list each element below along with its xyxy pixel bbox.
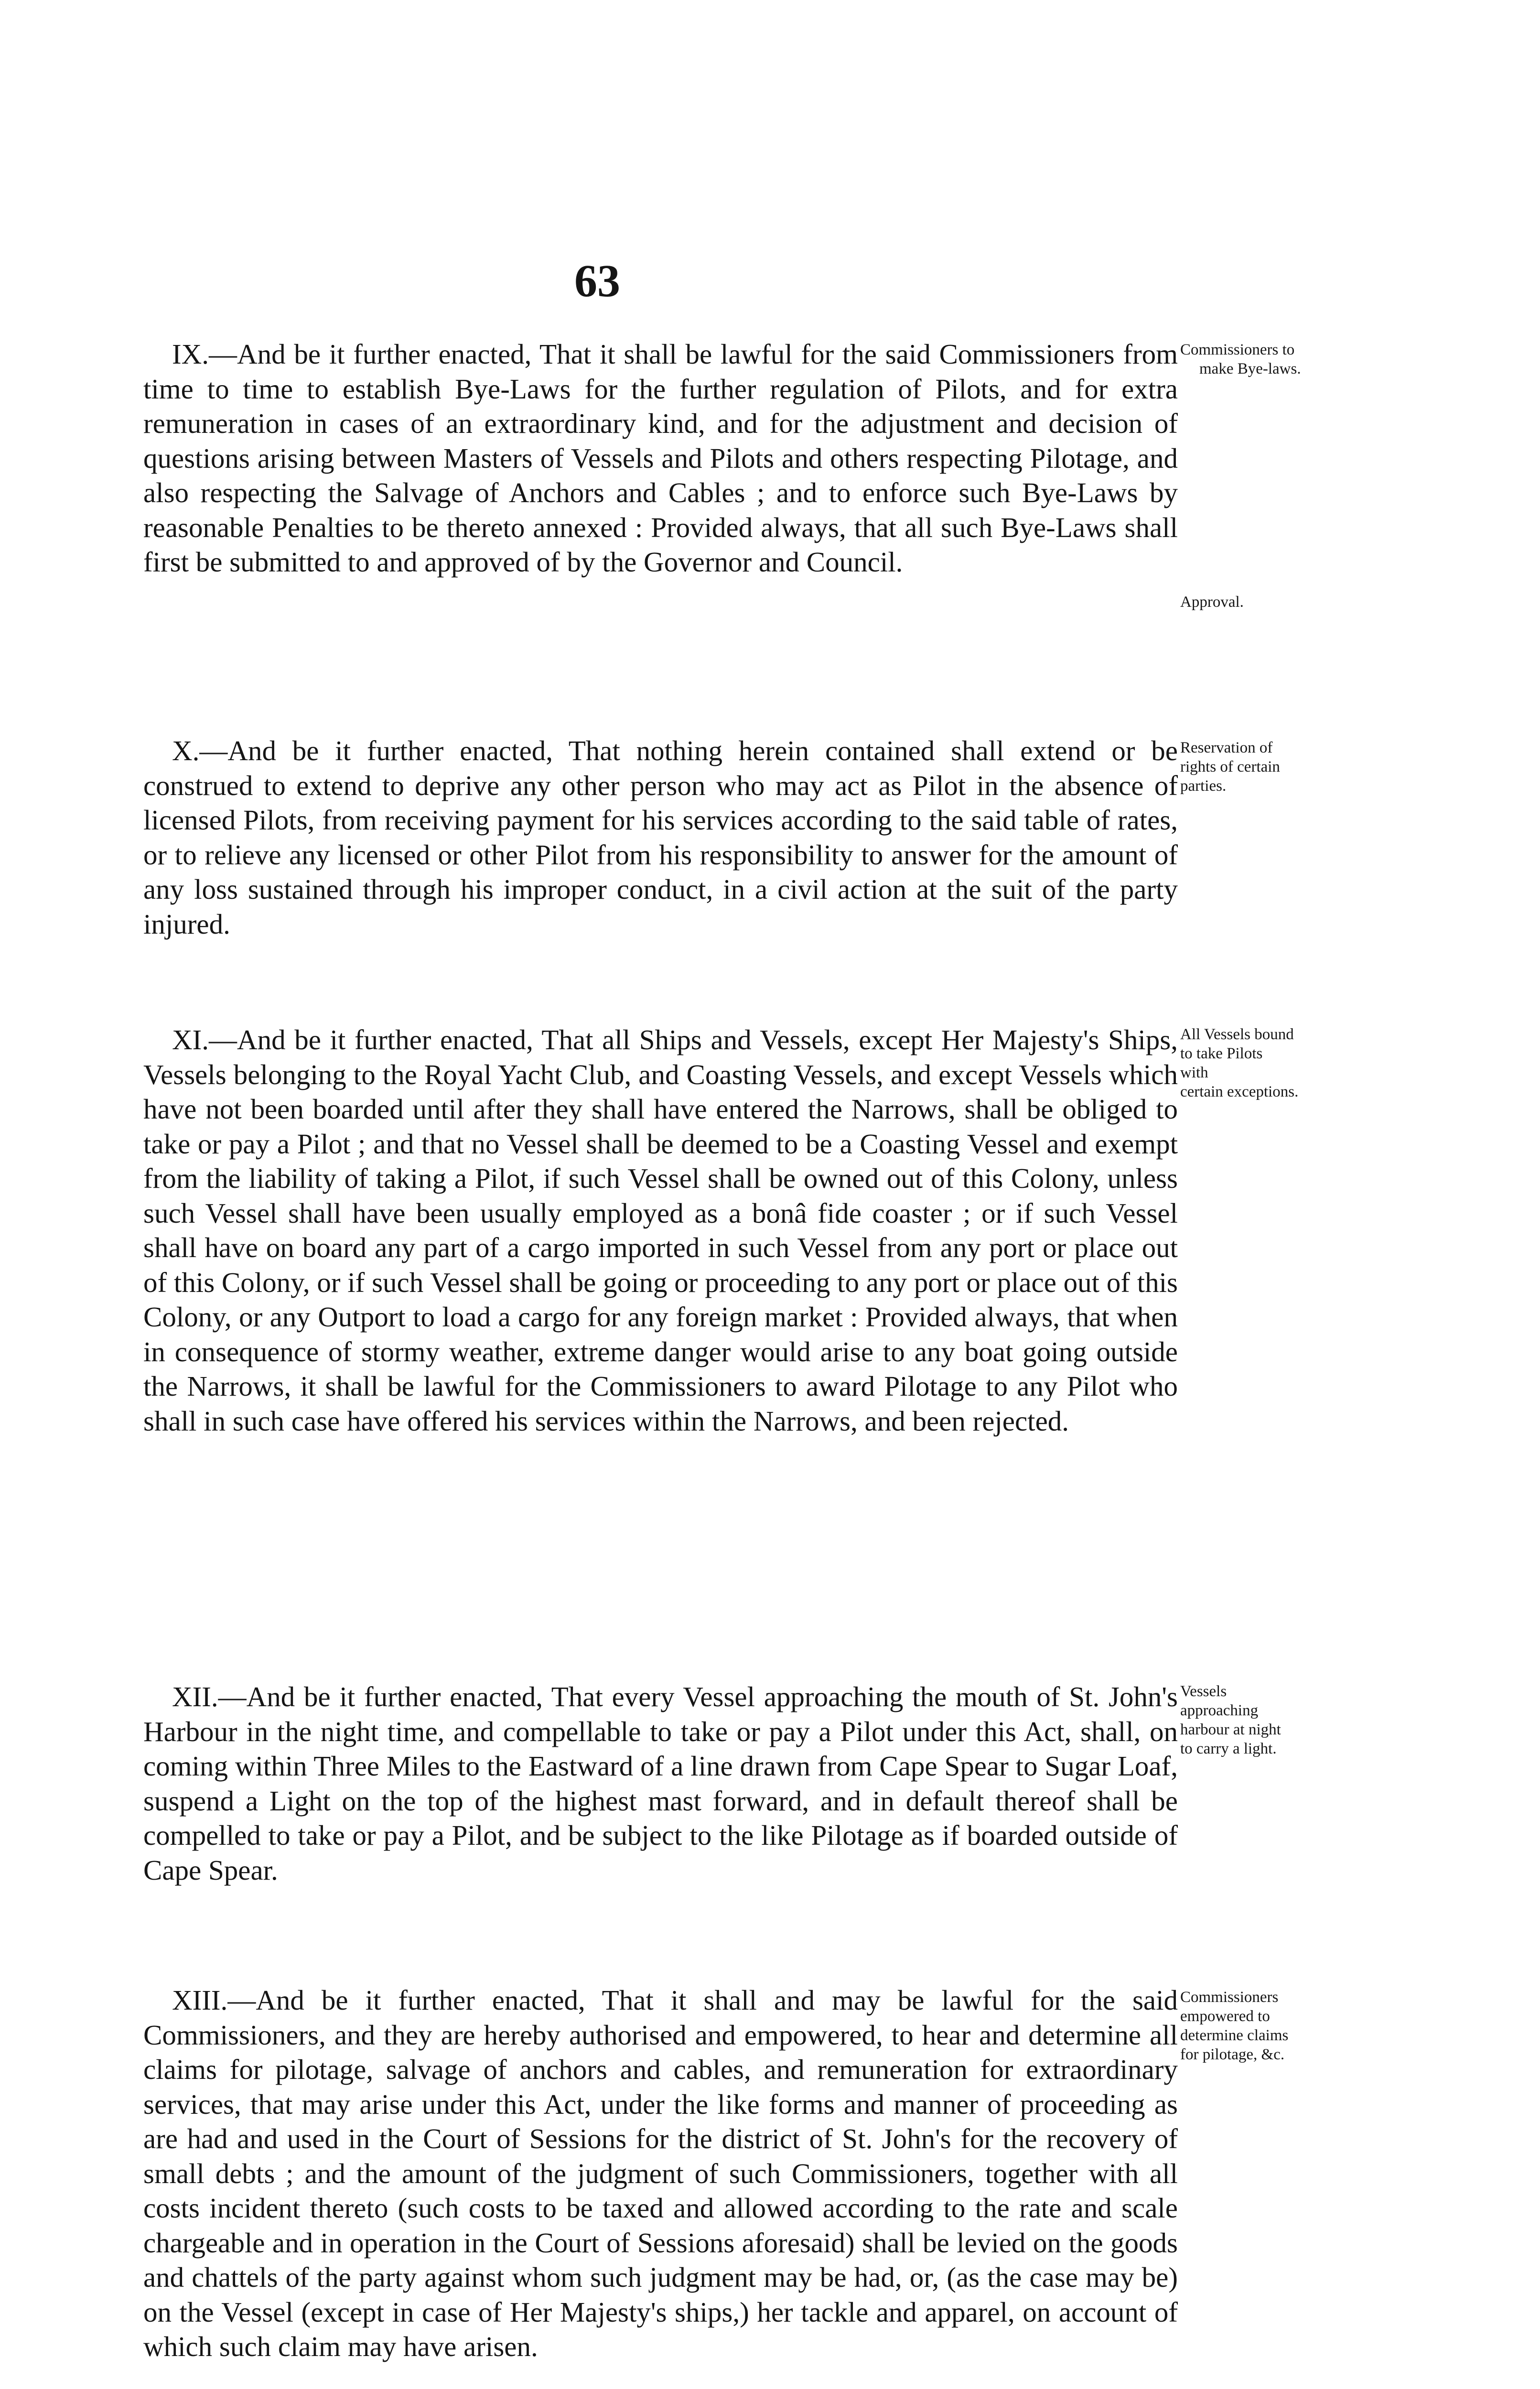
section-xi-numeral: XI. xyxy=(172,1024,209,1055)
margin-note-approval xyxy=(1180,592,1390,612)
section-ix-text: —And be it further enacted, That it shall be lawful for the said Commissioners from time to time to establish Bye-Laws for the further regulation of Pilots, and for extra remuneration in cases of an extraordinary kind, and for the adjustment and decision of questions arising between Masters of Vessels and Pilots and others respecting Pilotage, and also respecting the Salvage of Anchors and Cables ; and to enforce such Bye-Laws by reasonable Penalties to be thereto annexed : Provided always, that all such Bye-Laws shall first be submitted to and approved of by the Governor and Council. xyxy=(143,338,1178,578)
margin-note-line: certain exceptions. xyxy=(1180,1083,1299,1100)
section-xi-paragraph xyxy=(143,1022,1178,1438)
page-number: 63 xyxy=(574,255,620,306)
section-xii-paragraph xyxy=(143,1679,1178,1887)
section-xii-numeral: XII. xyxy=(172,1681,218,1712)
margin-note-vessels-bound-pilots xyxy=(1180,1025,1390,1101)
section-x-numeral: X. xyxy=(172,735,200,766)
margin-note-night-light xyxy=(1180,1682,1390,1758)
section-xiii xyxy=(143,1983,1178,2364)
margin-note-line: Commissioners to xyxy=(1180,341,1295,358)
margin-note-line: make Bye-laws. xyxy=(1199,360,1301,377)
margin-note-line: harbour at night xyxy=(1180,1721,1281,1738)
margin-note-line: approaching xyxy=(1180,1702,1259,1719)
margin-note-line: to carry a light. xyxy=(1180,1740,1277,1757)
margin-note-line: rights of certain xyxy=(1180,758,1280,775)
section-ix xyxy=(143,337,1178,580)
section-xi-text: —And be it further enacted, That all Ships and Vessels, except Her Majesty's Ships, Vessels belonging to the Royal Yacht Club, and Coasting Vessels, and except Vessels which have not been boarded until after they shall have entered the Narrows, shall be obliged to take or pay a Pilot ; and that no Vessel shall be deemed to be a Coasting Vessel and exempt from the liability of taking a Pilot, if such Vessel shall be owned out of this Colony, unless such Vessel shall have been usually employed as a bonâ fide coaster ; or if such Vessel shall have on board any part of a cargo imported in such Vessel from any port or place out of this Colony, or if such Vessel shall be going or proceeding to any port or place out of this Colony, or any Outport to load a cargo for any foreign market : Provided always, that when in consequence of stormy weather, extreme danger would arise to any boat going outside the Narrows, it shall be lawful for the Commissioners to award Pilotage to any Pilot who shall in such case have offered his services within the Narrows, and been rejected. xyxy=(143,1024,1178,1437)
margin-note-line: All Vessels bound xyxy=(1180,1026,1294,1043)
margin-note-line: Commissioners xyxy=(1180,1989,1279,2006)
section-xiii-paragraph xyxy=(143,1983,1178,2364)
margin-note-line: Vessels xyxy=(1180,1683,1227,1700)
margin-note-commissioners-claims xyxy=(1180,1988,1390,2064)
section-xii xyxy=(143,1679,1178,1887)
section-xii-text: —And be it further enacted, That every Vessel approaching the mouth of St. John's Harbour in the night time, and compellable to take or pay a Pilot under this Act, shall, on coming within Three Miles to the Eastward of a line drawn from Cape Spear to Sugar Loaf, suspend a Light on the top of the highest mast forward, and in default thereof shall be compelled to take or pay a Pilot, and be subject to the like Pilotage as if boarded outside of Cape Spear. xyxy=(143,1681,1178,1886)
margin-note-line: determine claims xyxy=(1180,2027,1289,2044)
margin-note-line: parties. xyxy=(1180,777,1227,795)
section-xi xyxy=(143,1022,1178,1438)
margin-note-line: to take Pilots xyxy=(1180,1045,1263,1062)
margin-note-line: empowered to xyxy=(1180,2008,1270,2025)
section-x xyxy=(143,733,1178,941)
section-xiii-text: —And be it further enacted, That it shall and may be lawful for the said Commissioners, and they are hereby authorised and empowered, to hear and determine all claims for pilotage, salvage of anchors and cables, and remuneration for extraordinary services, that may arise under this Act, under the like forms and manner of proceeding as are had and used in the Court of Sessions for the district of St. John's for the recovery of small debts ; and the amount of the judgment of such Commissioners, together with all costs incident thereto (such costs to be taxed and allowed according to the rate and scale chargeable and in operation in the Court of Sessions aforesaid) shall be levied on the goods and chattels of the party against whom such judgment may be had, or, (as the case may be) on the Vessel (except in case of Her Majesty's ships,) her tackle and apparel, on account of which such claim may have arisen. xyxy=(143,1984,1178,2362)
margin-note-commissioners-bye-laws xyxy=(1180,340,1390,378)
section-x-text: —And be it further enacted, That nothing herein contained shall extend or be construed to extend to deprive any other person who may act as Pilot in the absence of licensed Pilots, from receiving payment for his services according to the said table of rates, or to relieve any licensed or other Pilot from his responsibility to answer for the amount of any loss sustained through his improper conduct, in a civil action at the suit of the party injured. xyxy=(143,735,1178,940)
margin-note-line: Reservation of xyxy=(1180,739,1273,756)
section-ix-paragraph xyxy=(143,337,1178,580)
section-xiii-numeral: XIII. xyxy=(172,1984,228,2016)
margin-note-reservation-rights xyxy=(1180,738,1390,796)
margin-note-line: Approval. xyxy=(1180,593,1244,611)
section-ix-numeral: IX. xyxy=(172,338,209,370)
margin-note-line: for pilotage, &c. xyxy=(1180,2046,1285,2063)
section-x-paragraph xyxy=(143,733,1178,941)
margin-note-line: with xyxy=(1180,1064,1208,1081)
